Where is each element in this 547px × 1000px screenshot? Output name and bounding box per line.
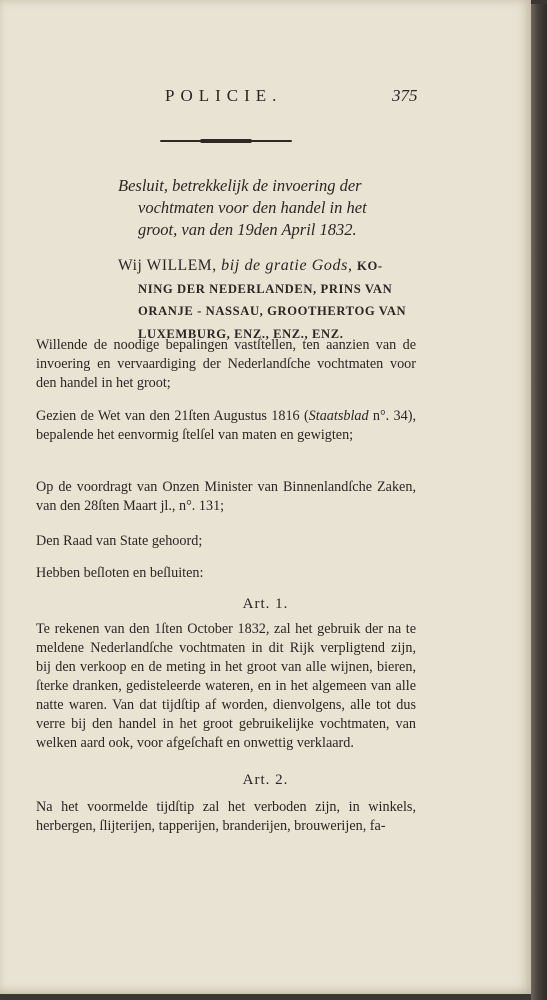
preamble-gratie: bij de gratie Gods, [221,257,353,274]
gezien-pre: Gezien de Wet van den 21ſten Augustus 1816 ( [36,408,309,424]
preamble-line-4: LUXEMBURG, ENZ., ENZ., ENZ. [138,326,344,341]
royal-preamble [118,255,418,345]
preamble-line-1 [118,255,418,278]
running-title: POLICIE. [165,86,283,105]
page-edge [531,4,547,1000]
preamble-king: Wij WILLEM, [118,257,217,274]
article-2-heading: Art. 2. [242,772,289,788]
paragraph-willende: Willende de noodige bepalingen vastſtellen, ten aanzien van de invoering en vervaardiging der Nederlandſche vochtmaten voor den handel in het groot; [36,337,416,391]
decree-title-line-2: vochtmaten voor den handel in het [138,198,367,217]
decree-title-line-1: Besluit, betrekkelijk de invoering der [118,176,362,195]
preamble-line-3: ORANJE - NASSAU, GROOTHERTOG VAN [138,304,407,318]
paragraph-voordragt: Op de voordragt van Onzen Minister van Binnenlandſche Zaken, van den 28ſten Maart jl., n°. 131; [36,479,416,514]
decree-title-line-3: groot, van den 19den April 1832. [138,220,357,239]
preamble-ko: KO- [357,259,383,273]
preamble-line-2: NING DER NEDERLANDEN, PRINS VAN [138,281,393,296]
gezien-post: n°. 34), bepalende het eenvormig ſtelſel van maten en gewigten; [36,408,416,443]
page-header [0,86,531,116]
ornamental-rule [160,140,292,142]
article-1-text: Te rekenen van den 1ſten October 1832, zal het gebruik der na te meldene Nederlandſche vochtmaten in dit Rijk verpligtend zijn, bij den verkoop en de meting in het groot van alle wijnen, bieren, ſterke dranken, gedisteleerde wateren, en in het algemeen van alle natte waren. Van dat tijdſtip af worden, dienvolgens, alle tot dus verre bij den handel in het groot gebruikelijke vochtmaten, van welken aard ook, voor afgeſchaft en onwettig verklaard. [36,621,416,751]
article-2-text: Na het voormelde tijdſtip zal het verboden zijn, in winkels, herbergen, ſlijterijen, tapperijen, branderijen, brouwerijen, fa- [36,799,416,834]
paragraph-gezien [36,407,416,445]
paragraph-hebben: Hebben beſloten en beſluiten: [36,565,204,581]
paragraph-raad: Den Raad van State gehoord; [36,533,203,549]
article-1-heading: Art. 1. [242,596,289,612]
decree-title [118,175,418,241]
page-number: 375 [392,86,418,105]
gezien-staatsblad: Staatsblad [308,408,369,424]
